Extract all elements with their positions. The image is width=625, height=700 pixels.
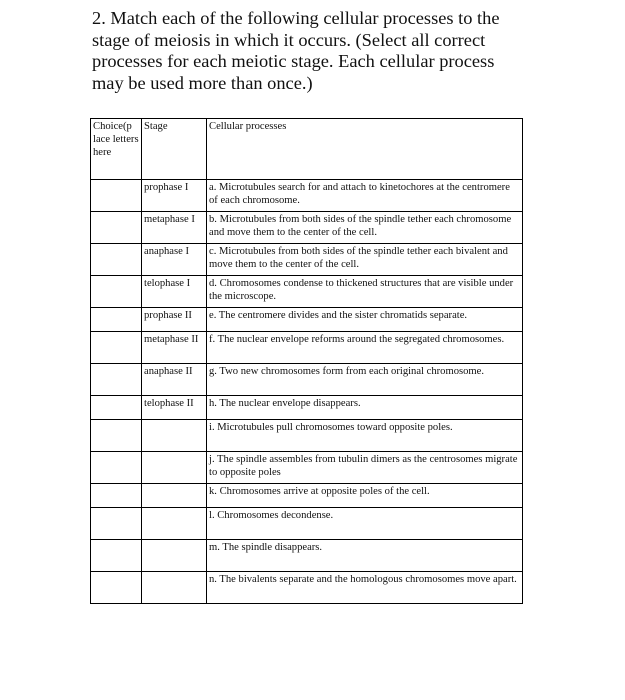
- stage-cell: [142, 484, 207, 508]
- choice-cell[interactable]: [91, 420, 142, 452]
- process-cell: f. The nuclear envelope reforms around the segregated chromosomes.: [207, 332, 523, 364]
- choice-cell[interactable]: [91, 484, 142, 508]
- choice-cell[interactable]: [91, 276, 142, 308]
- process-cell: d. Chromosomes condense to thickened structures that are visible under the microscope.: [207, 276, 523, 308]
- stage-cell: telophase II: [142, 396, 207, 420]
- stage-cell: [142, 508, 207, 540]
- process-cell: a. Microtubules search for and attach to kinetochores at the centromere of each chromosome.: [207, 180, 523, 212]
- table-row: [91, 508, 523, 540]
- matching-table: [90, 118, 523, 604]
- process-cell: i. Microtubules pull chromosomes toward opposite poles.: [207, 420, 523, 452]
- choice-cell[interactable]: [91, 396, 142, 420]
- header-stage: Stage: [142, 119, 207, 180]
- table-row: [91, 332, 523, 364]
- stage-cell: metaphase I: [142, 212, 207, 244]
- stage-cell: [142, 452, 207, 484]
- stage-cell: anaphase II: [142, 364, 207, 396]
- stage-cell: anaphase I: [142, 244, 207, 276]
- table-row: [91, 180, 523, 212]
- choice-cell[interactable]: [91, 572, 142, 604]
- choice-cell[interactable]: [91, 332, 142, 364]
- process-cell: b. Microtubules from both sides of the spindle tether each chromosome and move them to the center of the cell.: [207, 212, 523, 244]
- table-row: [91, 484, 523, 508]
- table-row: [91, 396, 523, 420]
- stage-cell: prophase I: [142, 180, 207, 212]
- table-row: [91, 244, 523, 276]
- stage-cell: telophase I: [142, 276, 207, 308]
- stage-cell: [142, 540, 207, 572]
- stage-cell: metaphase II: [142, 332, 207, 364]
- process-cell: m. The spindle disappears.: [207, 540, 523, 572]
- choice-cell[interactable]: [91, 452, 142, 484]
- table-row: [91, 452, 523, 484]
- choice-cell[interactable]: [91, 540, 142, 572]
- table-row: [91, 572, 523, 604]
- process-cell: h. The nuclear envelope disappears.: [207, 396, 523, 420]
- process-cell: k. Chromosomes arrive at opposite poles of the cell.: [207, 484, 523, 508]
- process-cell: c. Microtubules from both sides of the spindle tether each bivalent and move them to the center of the cell.: [207, 244, 523, 276]
- choice-cell[interactable]: [91, 308, 142, 332]
- choice-cell[interactable]: [91, 364, 142, 396]
- question-text: 2. Match each of the following cellular processes to the stage of meiosis in which it occurs. (Select all correct processes for each meiotic stage. Each cellular process may be used more than once.): [92, 8, 500, 93]
- table-row: [91, 364, 523, 396]
- process-cell: n. The bivalents separate and the homologous chromosomes move apart.: [207, 572, 523, 604]
- choice-cell[interactable]: [91, 508, 142, 540]
- table-row: [91, 308, 523, 332]
- header-choice: Choice(p lace letters here: [91, 119, 142, 180]
- header-processes: Cellular processes: [207, 119, 523, 180]
- table-row: [91, 420, 523, 452]
- process-cell: j. The spindle assembles from tubulin dimers as the centrosomes migrate to opposite poles: [207, 452, 523, 484]
- table-row: [91, 276, 523, 308]
- process-cell: g. Two new chromosomes form from each original chromosome.: [207, 364, 523, 396]
- process-cell: l. Chromosomes decondense.: [207, 508, 523, 540]
- choice-cell[interactable]: [91, 244, 142, 276]
- stage-cell: prophase II: [142, 308, 207, 332]
- choice-cell[interactable]: [91, 180, 142, 212]
- stage-cell: [142, 572, 207, 604]
- stage-cell: [142, 420, 207, 452]
- process-cell: e. The centromere divides and the sister chromatids separate.: [207, 308, 523, 332]
- choice-cell[interactable]: [91, 212, 142, 244]
- table-row: [91, 212, 523, 244]
- header-row: [91, 119, 523, 180]
- table-row: [91, 540, 523, 572]
